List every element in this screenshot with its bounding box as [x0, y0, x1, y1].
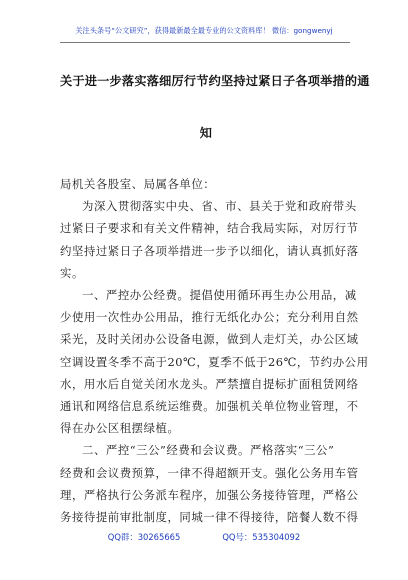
- promo-header: 关注头条号“公文研究”，获得最新最全最专业的公文资料库！ 微信：gongwenyj: [75, 26, 333, 35]
- body-line: 约坚持过紧日子各项举措进一步予以细化，请认真抓好落: [60, 243, 359, 258]
- salutation: 局机关各股室、局属各单位：: [60, 177, 216, 191]
- body-line: 一、严控办公经费。提倡使用循环再生办公用品，减: [82, 288, 357, 302]
- body-line: 少使用一次性办公用品，推行无纸化办公；充分利用自然: [60, 310, 359, 325]
- document-title-line-2: 知: [199, 126, 213, 140]
- body-line: 通讯和网络信息系统运维费。加强机关单位物业管理，不: [60, 399, 359, 413]
- body-line: 理，严格执行公务派车程序，加强公务接待管理，严格公: [60, 487, 359, 502]
- header-divider: [60, 42, 350, 43]
- body-line: 务接待提前审批制度，同城一律不得接待，陪餐人数不得: [60, 510, 359, 524]
- qq-group-label: QQ群：30265665: [107, 532, 181, 542]
- body-line: 得在办公区租摆绿植。: [60, 421, 180, 436]
- body-line: 采光，及时关闭办公设备电源，做到人走灯关，办公区域: [60, 332, 359, 347]
- body-line: 实。: [60, 265, 84, 280]
- document-title-line-1: 关于进一步落实落细厉行节约坚持过紧日子各项举措的通: [60, 74, 370, 88]
- body-line: 空调设置冬季不高于20℃，夏季不低于26℃，节约办公用: [60, 354, 369, 369]
- body-line: 二、严控“三公”经费和会议费。严格落实“三公”: [82, 443, 335, 458]
- qq-id-label: QQ号：535304092: [222, 532, 301, 542]
- body-line: 经费和会议费预算，一律不得超额开支。强化公务用车管: [60, 465, 359, 480]
- footer-contact: [0, 531, 408, 543]
- body-line: 为深入贯彻落实中央、省、市、县关于党和政府带头: [82, 199, 357, 214]
- body-line: 过紧日子要求和有关文件精神，结合我局实际，对厉行节: [60, 221, 359, 236]
- body-line: 水，用水后自觉关闭水龙头。严禁擅自提标扩面租赁网络: [60, 376, 359, 391]
